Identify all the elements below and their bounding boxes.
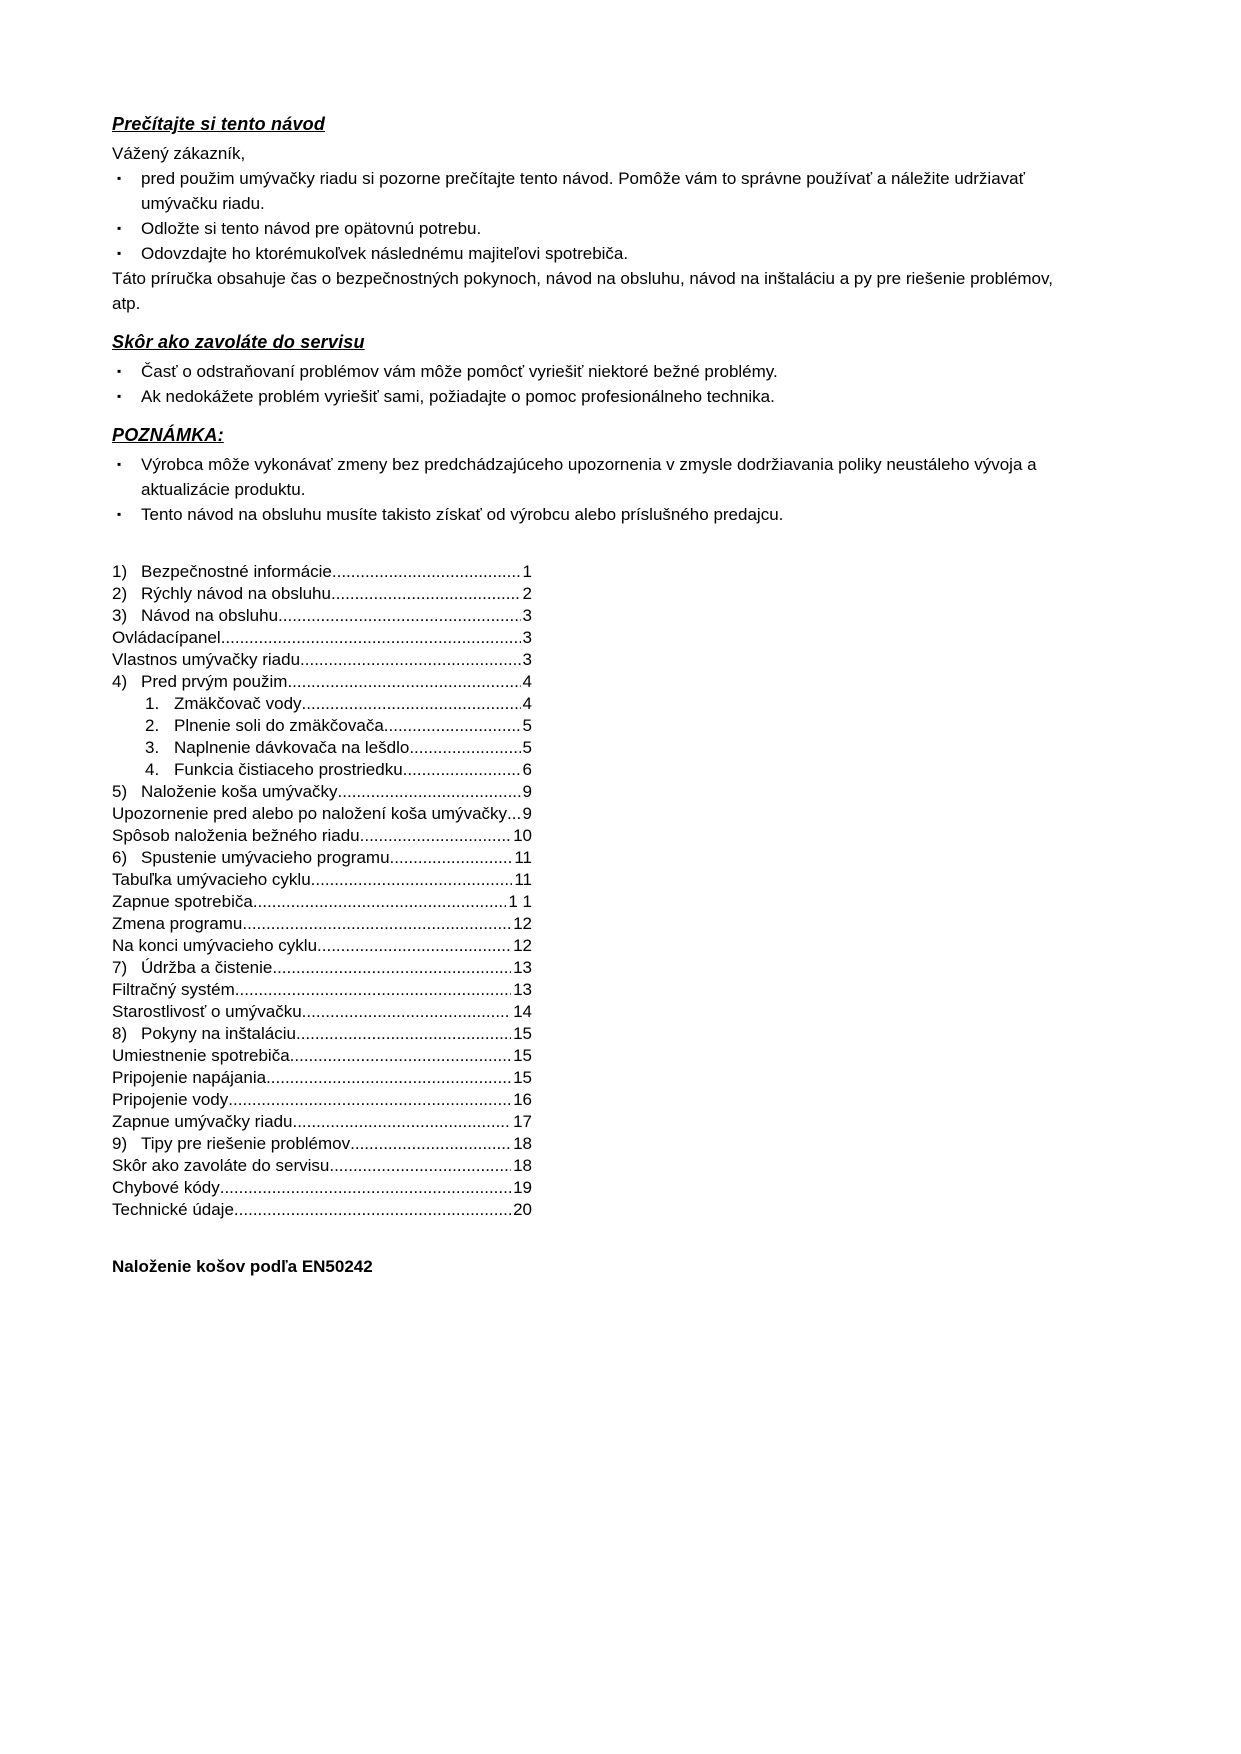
toc-entry-label: Chybové kódy xyxy=(112,1178,220,1197)
toc-entry-label: Bezpečnostné informácie xyxy=(141,562,332,581)
toc-dot-leader xyxy=(409,737,520,759)
toc-entry-label: Vlastnos umývačky riadu xyxy=(112,650,301,669)
toc-entry-page: 15 xyxy=(513,1046,532,1065)
toc-entry-label: Pripojenie napájania xyxy=(112,1068,267,1087)
section-note xyxy=(112,425,1057,527)
toc-dot-leader xyxy=(389,715,521,737)
toc-entry-number: 9) xyxy=(112,1134,128,1153)
toc-dot-leader xyxy=(221,627,521,649)
toc-entry-page: 4 xyxy=(522,672,532,691)
toc-entry-page: 11 xyxy=(514,870,532,889)
toc-entry-number: 4. xyxy=(145,760,160,779)
toc-entry-page: 3 xyxy=(522,650,532,669)
toc-entry-number: 4) xyxy=(112,672,128,691)
toc-entry-page: 12 xyxy=(513,914,532,933)
toc-entry-label: Starostlivosť o umývačku xyxy=(112,1002,302,1021)
toc-entry-number: 3) xyxy=(112,606,128,625)
toc-entry xyxy=(112,583,532,605)
toc-entry-label: Zmäkčovač vody xyxy=(174,694,302,713)
toc-dot-leader xyxy=(253,891,507,913)
toc-dot-leader xyxy=(507,803,521,825)
toc-entry-page: 15 xyxy=(513,1024,532,1043)
toc-entry-number: 3. xyxy=(145,738,160,757)
toc-entry xyxy=(112,825,532,847)
toc-dot-leader xyxy=(311,869,513,891)
toc-entry-label: Tabuľka umývacieho cyklu xyxy=(112,870,311,889)
toc-dot-leader xyxy=(220,1177,511,1199)
toc-entry xyxy=(112,1155,532,1177)
toc-dot-leader xyxy=(235,979,511,1001)
toc-entry xyxy=(112,781,532,803)
bullet-item: ▪ Odložte si tento návod pre opätovnú potrebu. xyxy=(112,216,1057,241)
toc-entry-label: Pred prvým použim xyxy=(141,672,288,691)
toc-entry-page: 18 xyxy=(513,1134,532,1153)
toc-dot-leader xyxy=(332,561,521,583)
toc-dot-leader xyxy=(292,1111,511,1133)
toc-entry xyxy=(112,935,532,957)
toc-entry-label: Zapnue spotrebiča xyxy=(112,892,253,911)
toc-entry-label: Naloženie koša umývačky xyxy=(141,782,338,801)
toc-entry-page: 1 xyxy=(522,562,532,581)
toc-entry xyxy=(112,1133,532,1155)
toc-entry-page: 5 xyxy=(522,738,532,757)
section-heading-read-this-manual: Prečítajte si tento návod xyxy=(112,114,326,134)
toc-dot-leader xyxy=(302,1001,511,1023)
toc-entry-label: Rýchly návod na obsluhu xyxy=(141,584,331,603)
section-before-calling-service xyxy=(112,332,1057,409)
toc-entry xyxy=(112,1023,532,1045)
bullet-list-note xyxy=(112,452,1057,527)
toc-dot-leader xyxy=(287,671,520,693)
toc-entry xyxy=(112,891,532,913)
toc-entry-label: Zapnue umývačky riadu xyxy=(112,1112,293,1131)
toc-entry-number: 6) xyxy=(112,848,128,867)
toc-entry xyxy=(112,715,532,737)
toc-entry-page: 1 1 xyxy=(508,892,532,911)
toc-entry xyxy=(112,1177,532,1199)
toc-entry-page: 13 xyxy=(513,980,532,999)
toc-entry xyxy=(112,869,532,891)
table-of-contents xyxy=(112,561,532,1221)
toc-entry xyxy=(112,649,532,671)
toc-dot-leader xyxy=(350,1133,511,1155)
toc-entry-page: 18 xyxy=(513,1156,532,1175)
toc-entry-number: 7) xyxy=(112,958,128,977)
toc-entry-page: 3 xyxy=(522,606,532,625)
toc-entry xyxy=(112,1067,532,1089)
toc-entry-label: Funkcia čistiaceho prostriedku xyxy=(174,760,403,779)
toc-dot-leader xyxy=(278,605,520,627)
toc-entry xyxy=(112,803,532,825)
toc-entry xyxy=(112,561,532,583)
toc-dot-leader xyxy=(290,1045,511,1067)
toc-dot-leader xyxy=(317,935,511,957)
toc-entry xyxy=(112,759,532,781)
toc-entry-page: 15 xyxy=(513,1068,532,1087)
bullet-item: ▪ Výrobca môže vykonávať zmeny bez predchádzajúceho upozornenia v zmysle dodržiavania poliky neustáleho vývoja a aktualizácie produktu. xyxy=(112,452,1057,502)
toc-dot-leader xyxy=(338,781,521,803)
toc-entry-number: 5) xyxy=(112,782,128,801)
toc-entry xyxy=(112,957,532,979)
toc-entry xyxy=(112,1045,532,1067)
section-read-this-manual xyxy=(112,114,1057,316)
toc-entry-page: 6 xyxy=(522,760,532,779)
toc-entry-number: 1) xyxy=(112,562,128,581)
toc-entry-page: 11 xyxy=(514,848,532,867)
toc-entry-label: Údržba a čistenie xyxy=(141,958,273,977)
section-heading-note: POZNÁMKA: xyxy=(112,425,224,445)
toc-entry-page: 12 xyxy=(513,936,532,955)
toc-entry-page: 19 xyxy=(513,1178,532,1197)
toc-entry-page: 10 xyxy=(513,826,532,845)
bullet-list-before-calling-service xyxy=(112,359,1057,409)
toc-dot-leader xyxy=(390,847,513,869)
toc-entry-label: Skôr ako zavoláte do servisu xyxy=(112,1156,330,1175)
toc-dot-leader xyxy=(272,957,511,979)
toc-entry-page: 20 xyxy=(513,1200,532,1219)
bullet-item: ▪ Časť o odstraňovaní problémov vám môže pomôcť vyriešiť niektoré bežné problémy. xyxy=(112,359,1057,384)
toc-entry-page: 3 xyxy=(522,628,532,647)
toc-entry-page: 16 xyxy=(513,1090,532,1109)
toc-entry-page: 14 xyxy=(513,1002,532,1021)
toc-dot-leader xyxy=(329,1155,511,1177)
basket-loading-heading: Naloženie košov podľa EN50242 xyxy=(112,1257,373,1276)
toc-dot-leader xyxy=(331,583,521,605)
toc-entry-number: 2) xyxy=(112,584,128,603)
toc-entry-label: Upozornenie pred alebo po naložení koša umývačky xyxy=(112,804,508,823)
salutation-text: Vážený zákazník, xyxy=(112,144,246,163)
section-heading-before-calling-service: Skôr ako zavoláte do servisu xyxy=(112,332,365,352)
toc-entry-page: 2 xyxy=(522,584,532,603)
toc-entry-label: Technické údaje xyxy=(112,1200,234,1219)
bullet-item: ▪ Tento návod na obsluhu musíte takisto získať od výrobcu alebo príslušného predajcu. xyxy=(112,502,1057,527)
toc-entry-label: Plnenie soli do zmäkčovača. xyxy=(174,716,389,735)
toc-dot-leader xyxy=(360,825,511,847)
toc-entry-label: Ovládacípanel xyxy=(112,628,221,647)
toc-entry-label: Pokyny na inštaláciu xyxy=(141,1024,296,1043)
toc-dot-leader xyxy=(403,759,521,781)
toc-entry-page: 4 xyxy=(522,694,532,713)
toc-dot-leader xyxy=(300,649,521,671)
toc-entry xyxy=(112,1199,532,1221)
toc-entry-number: 2. xyxy=(145,716,160,735)
toc-entry xyxy=(112,627,532,649)
toc-entry-label: Naplnenie dávkovača na lešdlo xyxy=(174,738,410,757)
toc-entry-label: Na konci umývacieho cyklu xyxy=(112,936,318,955)
toc-entry xyxy=(112,1089,532,1111)
toc-entry-page: 9 xyxy=(522,782,532,801)
toc-dot-leader xyxy=(234,1199,511,1221)
toc-entry xyxy=(112,671,532,693)
toc-dot-leader xyxy=(228,1089,511,1111)
toc-entry xyxy=(112,693,532,715)
toc-dot-leader xyxy=(302,693,521,715)
toc-entry-label: Pripojenie vody xyxy=(112,1090,229,1109)
bullet-item: ▪ pred použim umývačky riadu si pozorne prečítajte tento návod. Pomôže vám to správne používať a náležite udržiavať umývačku riadu. xyxy=(112,166,1057,216)
toc-entry xyxy=(112,979,532,1001)
toc-entry-page: 13 xyxy=(513,958,532,977)
toc-entry-label: Filtračný systém xyxy=(112,980,235,999)
manual-scope-paragraph: Táto príručka obsahuje čas o bezpečnostných pokynoch, návod na obsluhu, návod na inštaláciu a py pre riešenie problémov, atp. xyxy=(112,269,1053,313)
toc-dot-leader xyxy=(266,1067,511,1089)
toc-entry-page: 5 xyxy=(522,716,532,735)
toc-entry-page: 9 xyxy=(522,804,532,823)
toc-entry xyxy=(112,605,532,627)
toc-dot-leader xyxy=(296,1023,511,1045)
toc-dot-leader xyxy=(242,913,511,935)
toc-entry xyxy=(112,737,532,759)
toc-entry-label: Spôsob naloženia bežného riadu xyxy=(112,826,360,845)
bullet-list-read-this-manual xyxy=(112,166,1057,266)
toc-entry xyxy=(112,1111,532,1133)
toc-entry xyxy=(112,847,532,869)
bullet-item: ▪ Odovzdajte ho ktorémukoľvek následnému majiteľovi spotrebiča. xyxy=(112,241,1057,266)
toc-entry-label: Spustenie umývacieho programu xyxy=(141,848,390,867)
toc-entry-number: 1. xyxy=(145,694,160,713)
bullet-item: ▪ Ak nedokážete problém vyriešiť sami, požiadajte o pomoc profesionálneho technika. xyxy=(112,384,1057,409)
toc-entry-label: Návod na obsluhu xyxy=(141,606,279,625)
toc-entry-number: 8) xyxy=(112,1024,128,1043)
toc-entry-page: 17 xyxy=(513,1112,532,1131)
toc-entry xyxy=(112,913,532,935)
toc-entry-label: Umiestnenie spotrebiča xyxy=(112,1046,290,1065)
toc-entry-label: Tipy pre riešenie problémov xyxy=(141,1134,351,1153)
toc-entry-label: Zmena programu xyxy=(112,914,243,933)
toc-entry xyxy=(112,1001,532,1023)
